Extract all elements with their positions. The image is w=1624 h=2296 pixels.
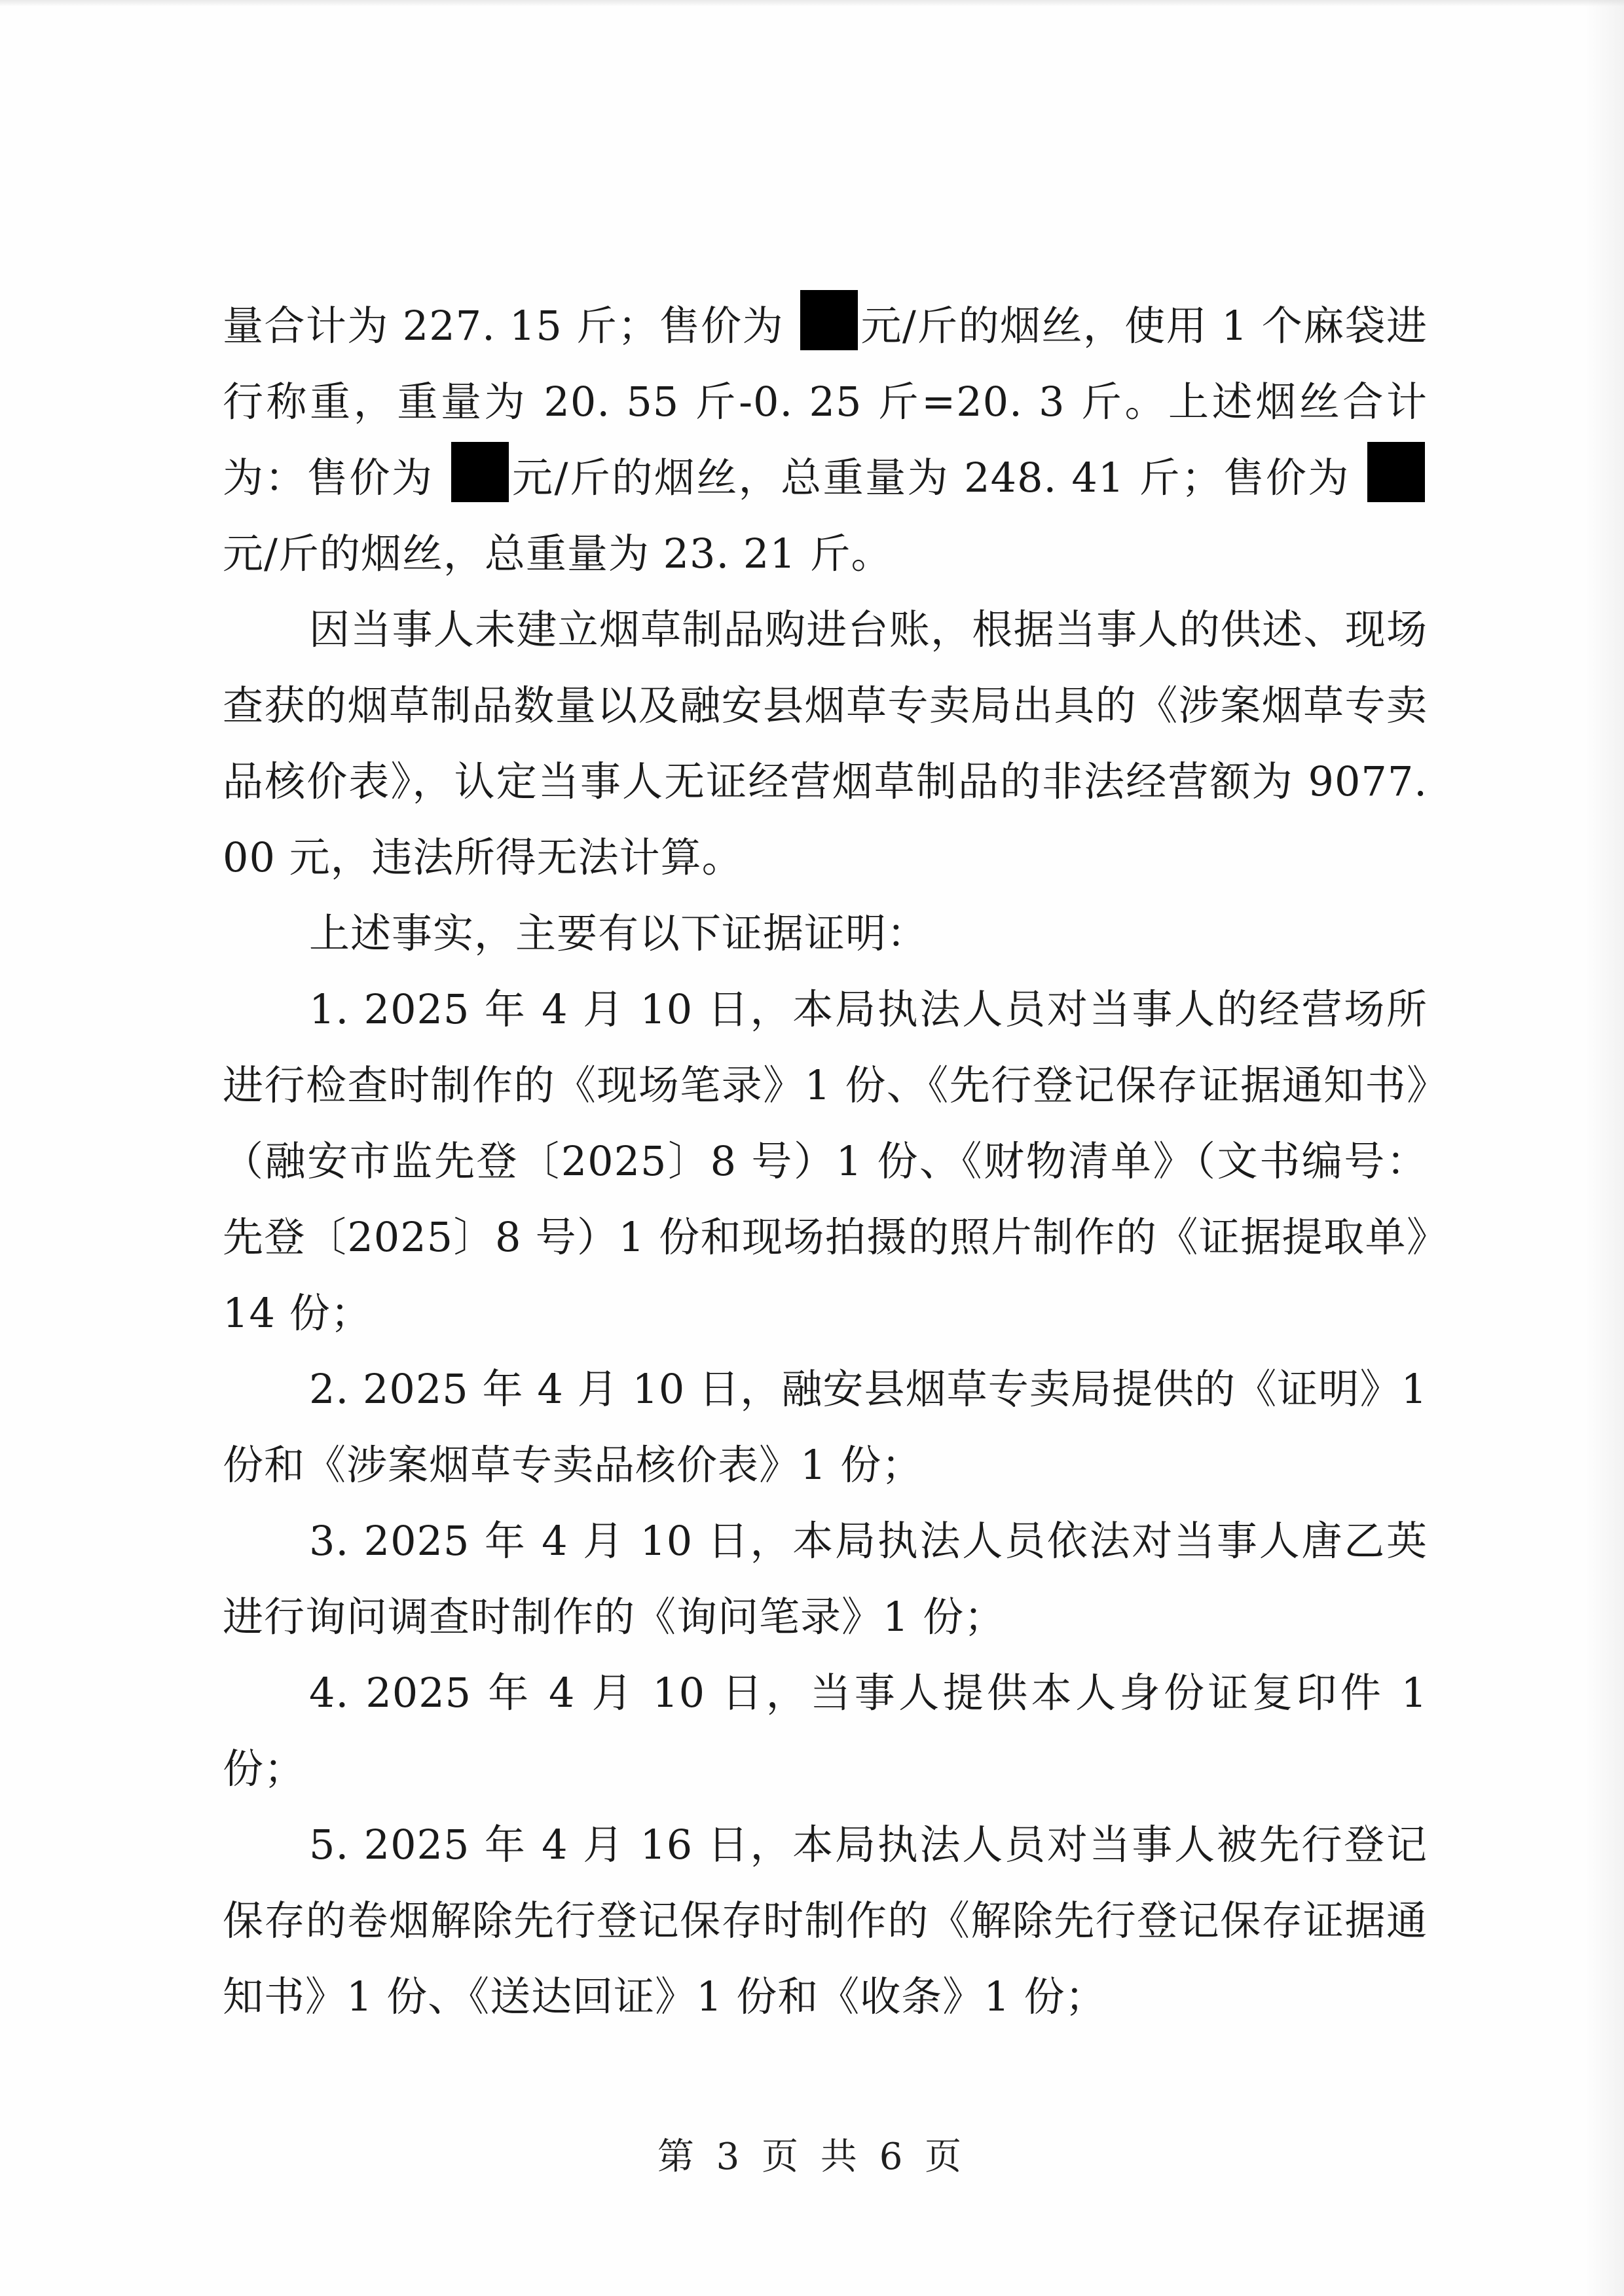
scan-edge-top xyxy=(0,0,1624,7)
paragraph-text: 元/斤的烟丝，总重量为 23. 21 斤。 xyxy=(223,530,893,577)
paragraph-1 xyxy=(223,288,1428,592)
document-body xyxy=(223,288,1428,2035)
paragraph-text: 2. 2025 年 4 月 10 日，融安县烟草专卖局提供的《证明》1 份和《涉案烟草专卖品核价表》1 份； xyxy=(223,1365,1428,1489)
paragraph-2 xyxy=(223,592,1428,896)
paragraph-text: 量合计为 227. 15 斤；售价为 xyxy=(223,302,798,350)
scan-edge-right xyxy=(1585,0,1624,2296)
paragraph-text: 3. 2025 年 4 月 10 日，本局执法人员依法对当事人唐乙英进行询问调查时制作的《询问笔录》1 份； xyxy=(223,1517,1428,1641)
paragraph-4 xyxy=(223,972,1428,1351)
paragraph-8 xyxy=(223,1807,1428,2035)
paragraph-3 xyxy=(223,896,1428,972)
paragraph-text: 1. 2025 年 4 月 10 日，本局执法人员对当事人的经营场所进行检查时制作的《现场笔录》1 份、《先行登记保存证据通知书》（融安市监先登〔2025〕8 号）1 份、《财物清单》（文书编号：先登〔2025〕8 号）1 份和现场拍摄的照片制作的《证据提取单》14 份； xyxy=(223,985,1428,1337)
paragraph-6 xyxy=(223,1503,1428,1655)
paragraph-5 xyxy=(223,1351,1428,1503)
paragraph-text: 元/斤的烟丝，使用 1 个麻袋进行称重，重量为 20. 55 斤-0. 25 斤=20. 3 斤。上述烟丝合计为：售价为 xyxy=(223,302,1428,501)
paragraph-text: 4. 2025 年 4 月 10 日，当事人提供本人身份证复印件 1 份； xyxy=(223,1669,1428,1793)
redaction-block xyxy=(451,442,509,502)
page-footer: 第 3 页 共 6 页 xyxy=(657,2136,967,2178)
redaction-block xyxy=(800,290,858,350)
paragraph-text: 5. 2025 年 4 月 16 日，本局执法人员对当事人被先行登记保存的卷烟解除先行登记保存时制作的《解除先行登记保存证据通知书》1 份、《送达回证》1 份和《收条》1 份； xyxy=(223,1821,1428,2020)
paragraph-text: 因当事人未建立烟草制品购进台账，根据当事人的供述、现场查获的烟草制品数量以及融安县烟草专卖局出具的《涉案烟草专卖品核价表》，认定当事人无证经营烟草制品的非法经营额为 9077. 00 元，违法所得无法计算。 xyxy=(223,606,1428,881)
paragraph-text: 上述事实，主要有以下证据证明： xyxy=(309,909,929,957)
redaction-block xyxy=(1367,442,1425,502)
paragraph-text: 元/斤的烟丝，总重量为 248. 41 斤；售价为 xyxy=(511,454,1365,501)
paragraph-7 xyxy=(223,1655,1428,1807)
